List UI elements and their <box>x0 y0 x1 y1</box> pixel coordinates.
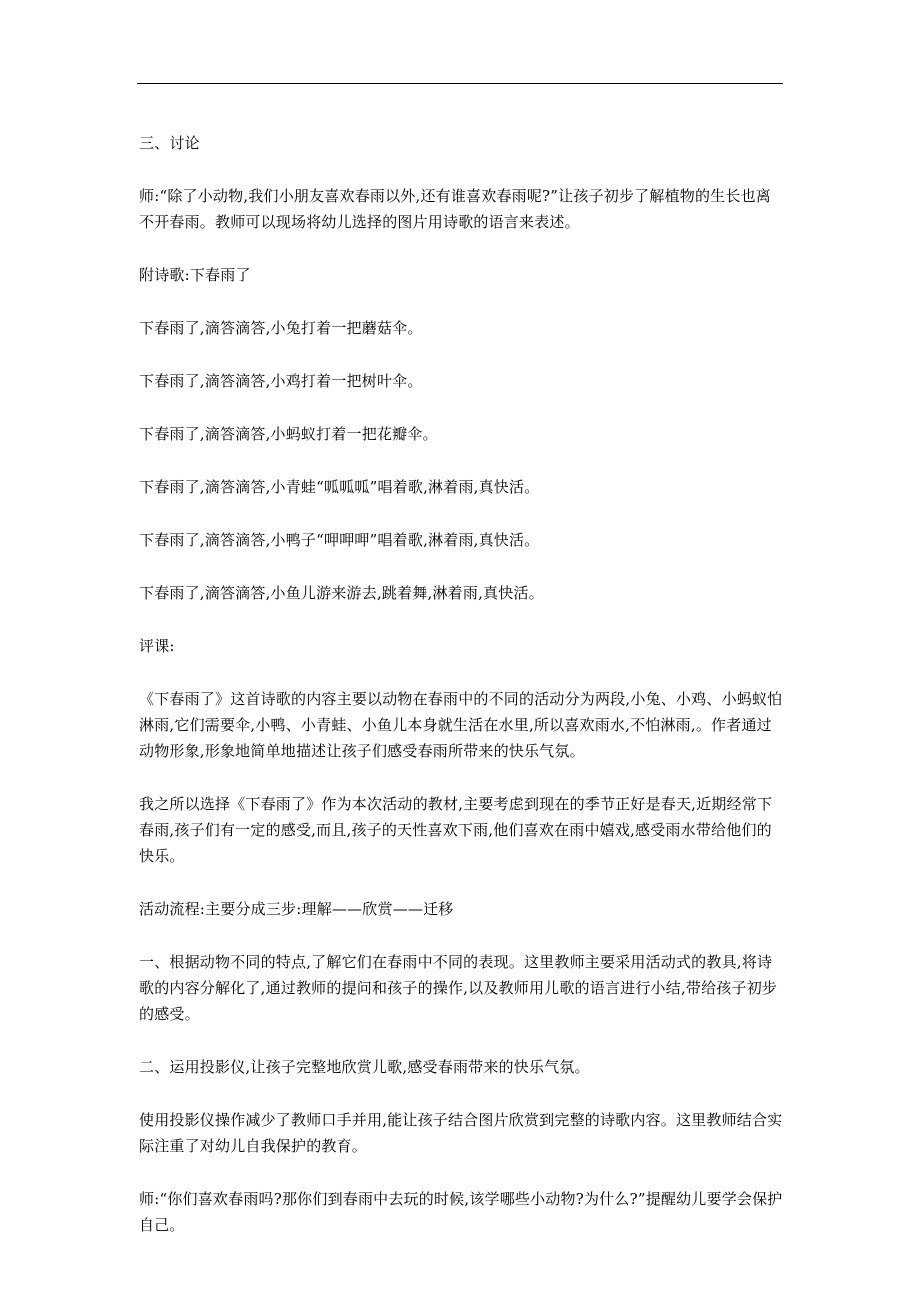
poem-line-duck: 下春雨了,滴答滴答,小鸭子“呷呷呷”唱着歌,淋着雨,真快活。 <box>139 531 540 549</box>
paragraph-step-two: 二、运用投影仪,让孩子完整地欣赏儿歌,感受春雨带来的快乐气氛。 <box>139 1058 590 1076</box>
header-rule <box>137 83 783 84</box>
poem-line-rabbit: 下春雨了,滴答滴答,小兔打着一把蘑菇伞。 <box>139 319 423 337</box>
paragraph-review-content: 《下春雨了》这首诗歌的内容主要以动物在春雨中的不同的活动分为两段,小兔、小鸡、小蚂蚁怕淋雨,它们需要伞,小鸭、小青蛙、小鱼儿本身就生活在水里,所以喜欢雨水,不怕淋雨,。作者通过动物形象,形象地简单地描述让孩子们感受春雨所带来的快乐气氛。 <box>139 690 783 760</box>
section-heading-discussion: 三、讨论 <box>139 134 200 152</box>
activity-flow-heading: 活动流程:主要分成三步:理解——欣赏——迁移 <box>139 900 454 918</box>
poem-line-fish: 下春雨了,滴答滴答,小鱼儿游来游去,跳着舞,淋着雨,真快活。 <box>139 584 544 602</box>
poem-line-frog: 下春雨了,滴答滴答,小青蛙“呱呱呱”唱着歌,淋着雨,真快活。 <box>139 478 540 496</box>
poem-line-ant: 下春雨了,滴答滴答,小蚂蚁打着一把花瓣伞。 <box>139 425 438 443</box>
poem-title: 附诗歌:下春雨了 <box>139 266 251 284</box>
document-body <box>139 130 785 1265</box>
paragraph-material-reason: 我之所以选择《下春雨了》作为本次活动的教材,主要考虑到现在的季节正好是春天,近期经常下春雨,孩子们有一定的感受,而且,孩子的天性喜欢下雨,他们喜欢在雨中嬉戏,感受雨水带给他们的快乐。 <box>139 795 773 865</box>
paragraph-teacher-question: 师:“除了小动物,我们小朋友喜欢春雨以外,还有谁喜欢春雨呢?”让孩子初步了解植物的生长也离不开春雨。教师可以现场将幼儿选择的图片用诗歌的语言来表述。 <box>139 187 771 231</box>
paragraph-projector: 使用投影仪操作减少了教师口手并用,能让孩子结合图片欣赏到完整的诗歌内容。这里教师结合实际注重了对幼儿自我保护的教育。 <box>139 1111 783 1155</box>
paragraph-teacher-reminder: 师:“你们喜欢春雨吗?那你们到春雨中去玩的时候,该学哪些小动物?为什么?”提醒幼儿要学会保护自己。 <box>139 1190 783 1234</box>
review-heading: 评课: <box>139 637 175 655</box>
poem-line-chick: 下春雨了,滴答滴答,小鸡打着一把树叶伞。 <box>139 372 423 390</box>
paragraph-step-one: 一、根据动物不同的特点,了解它们在春雨中不同的表现。这里教师主要采用活动式的教具,将诗歌的内容分解化了,通过教师的提问和孩子的操作,以及教师用儿歌的语言进行小结,带给孩子初步的感受。 <box>139 953 778 1023</box>
